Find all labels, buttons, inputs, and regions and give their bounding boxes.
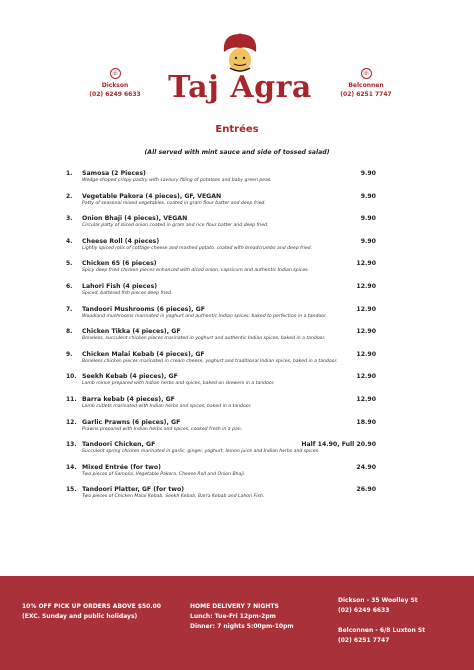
section-subtitle: (All served with mint sauce and side of tossed salad)	[144, 149, 330, 156]
item-name: Barra kebab (4 pieces), GF	[82, 395, 175, 403]
item-price: 24.90	[356, 463, 376, 471]
phone-icon: ☏	[111, 70, 119, 77]
menu-item	[66, 238, 386, 261]
menu-item	[66, 306, 386, 329]
item-price: 12.90	[356, 260, 376, 268]
offer-line: 10% OFF PICK UP ORDERS ABOVE $50.00	[22, 603, 161, 610]
item-description: Lamb cutlets marinated with Indian herbs and spices, baked in a tandoor.	[82, 403, 252, 409]
dickson-phone: (02) 6249 6633	[338, 607, 390, 614]
item-description: Patty of seasonal mixed vegetables, coated in gram flour batter and deep fried.	[82, 200, 266, 206]
item-description: Spicy deep fried chicken pieces enhanced with diced onion, capsicum and authentic Indian spices.	[82, 268, 310, 274]
location-belconnen	[326, 68, 406, 99]
menu-item	[66, 396, 386, 419]
item-name: Samosa (2 Pieces)	[82, 170, 146, 177]
menu-item	[66, 441, 386, 464]
item-number: 15.	[66, 486, 77, 494]
item-number: 7.	[66, 305, 73, 313]
item-price: 12.90	[356, 305, 376, 313]
menu-items-list	[66, 170, 386, 509]
menu-item	[66, 419, 386, 442]
chef-turban-icon	[208, 30, 272, 74]
item-number: 2.	[66, 192, 73, 200]
menu-item	[66, 328, 386, 351]
menu-item	[66, 170, 386, 193]
item-description: Boneless chicken pieces marinated in cream cheese, yoghurt and traditional Indian spices, baked in a tandoor.	[82, 358, 338, 364]
item-description: Circular patty of sliced onion coated in gram and rice flour batter and deep fried.	[82, 223, 269, 229]
item-name: Garlic Prawns (6 pieces), GF	[82, 418, 181, 426]
item-name: Chicken Malai Kebab (4 pieces), GF	[82, 350, 205, 358]
item-number: 4.	[66, 237, 73, 245]
item-description: Prawns prepared with Indian herbs and spices, cooked fresh in a pan.	[82, 426, 243, 432]
item-price: 12.90	[356, 328, 376, 336]
item-number: 9.	[66, 350, 73, 358]
delivery-lunch: Lunch: Tue-Fri 12pm-2pm	[190, 613, 276, 620]
location-dickson	[75, 68, 155, 99]
item-description: Woodland mushrooms marinated in yoghurt and authentic Indian spices, baked to perfection in a tandoor.	[82, 313, 327, 319]
dickson-address: Dickson - 35 Woolley St	[338, 597, 418, 604]
item-price: 12.90	[356, 373, 376, 381]
location-name: Dickson	[101, 82, 129, 89]
item-name: Chicken Tikka (4 pieces), GF	[82, 328, 181, 336]
delivery-title: HOME DELIVERY 7 NIGHTS	[190, 603, 279, 610]
item-description: Boneless, succulent chicken pieces marinated in yoghurt and authentic Indian spices, baked in a tandoor.	[82, 336, 326, 342]
item-number: 1.	[66, 170, 73, 177]
item-name: Tandoori Chicken, GF	[82, 441, 156, 449]
item-name: Cheese Roll (4 pieces)	[82, 237, 160, 245]
item-description: Succulent spring chicken marinated in garlic, ginger, yoghurt, lemon juice and Indian herbs and spices.	[82, 449, 320, 455]
menu-item	[66, 351, 386, 374]
menu-item	[66, 486, 386, 509]
item-number: 6.	[66, 282, 73, 290]
item-name: Tandoori Platter, GF (for two)	[82, 486, 185, 494]
item-number: 10.	[66, 373, 77, 381]
delivery-info	[190, 602, 294, 632]
store-contacts	[338, 596, 425, 646]
item-price: 9.90	[360, 192, 376, 200]
item-number: 8.	[66, 328, 73, 336]
offer-note: (EXC. Sunday and public holidays)	[22, 613, 138, 620]
delivery-dinner: Dinner: 7 nights 5:00pm-10pm	[190, 623, 294, 630]
item-price: Half 14.90, Full 20.90	[301, 441, 376, 449]
menu-item	[66, 373, 386, 396]
item-description: Lightly spiced rolls of cottage cheese and mashed potato, coated with breadcrumbs and deep fried.	[82, 245, 313, 251]
item-description: Wedge-shaped crispy pastry with savoury filling of potatoes and baby green peas.	[82, 178, 272, 183]
item-price: 9.90	[360, 215, 376, 223]
belconnen-phone: (02) 6251 7747	[338, 637, 390, 644]
item-number: 14.	[66, 463, 77, 471]
pickup-offer	[22, 602, 161, 622]
menu-item	[66, 283, 386, 306]
menu-header	[0, 0, 474, 130]
item-name: Vegetable Pakora (4 pieces), GF, VEGAN	[82, 192, 222, 200]
brand-name: Taj Agra	[168, 70, 312, 105]
item-name: Onion Bhaji (4 pieces), VEGAN	[82, 215, 188, 223]
item-price: 12.90	[356, 395, 376, 403]
item-price: 12.90	[356, 282, 376, 290]
item-name: Chicken 65 (6 pieces)	[82, 260, 157, 268]
item-price: 26.90	[356, 486, 376, 494]
menu-item	[66, 464, 386, 487]
item-name: Seekh Kebab (4 pieces), GF	[82, 373, 178, 381]
menu-footer	[0, 576, 474, 670]
item-price: 12.90	[356, 350, 376, 358]
item-description: Lamb mince prepared with Indian herbs and spices, baked on skewers in a tandoor.	[82, 381, 275, 387]
item-price: 18.90	[356, 418, 376, 426]
location-phone: (02) 6251 7747	[340, 91, 392, 98]
item-price: 9.90	[360, 170, 376, 177]
item-price: 9.90	[360, 237, 376, 245]
item-name: Lahori Fish (4 pieces)	[82, 282, 158, 290]
menu-item	[66, 215, 386, 238]
item-number: 13.	[66, 441, 77, 449]
item-number: 12.	[66, 418, 77, 426]
section-title: Entrées	[215, 124, 259, 135]
menu-item	[66, 193, 386, 216]
item-number: 5.	[66, 260, 73, 268]
location-phone: (02) 6249 6633	[89, 91, 141, 98]
item-name: Tandoori Mushrooms (6 pieces), GF	[82, 305, 205, 313]
item-description: Spiced, battered fish pieces deep fried.	[82, 290, 173, 296]
item-number: 11.	[66, 395, 77, 403]
item-description: Two pieces of Chicken Malai Kebab, Seekh Kebab, Barra Kebab and Lahori Fish.	[82, 494, 265, 500]
item-number: 3.	[66, 215, 73, 223]
item-description: Two pieces of Samosa, Vegetable Pakora, Cheese Roll and Onion Bhaji.	[82, 471, 246, 477]
item-name: Mixed Entrée (for two)	[82, 463, 161, 471]
menu-item	[66, 260, 386, 283]
belconnen-address: Belconnen - 6/8 Luxton St	[338, 627, 426, 634]
phone-icon: ☏	[362, 70, 370, 77]
brand-logo	[160, 30, 320, 110]
location-name: Belconnen	[348, 82, 384, 89]
